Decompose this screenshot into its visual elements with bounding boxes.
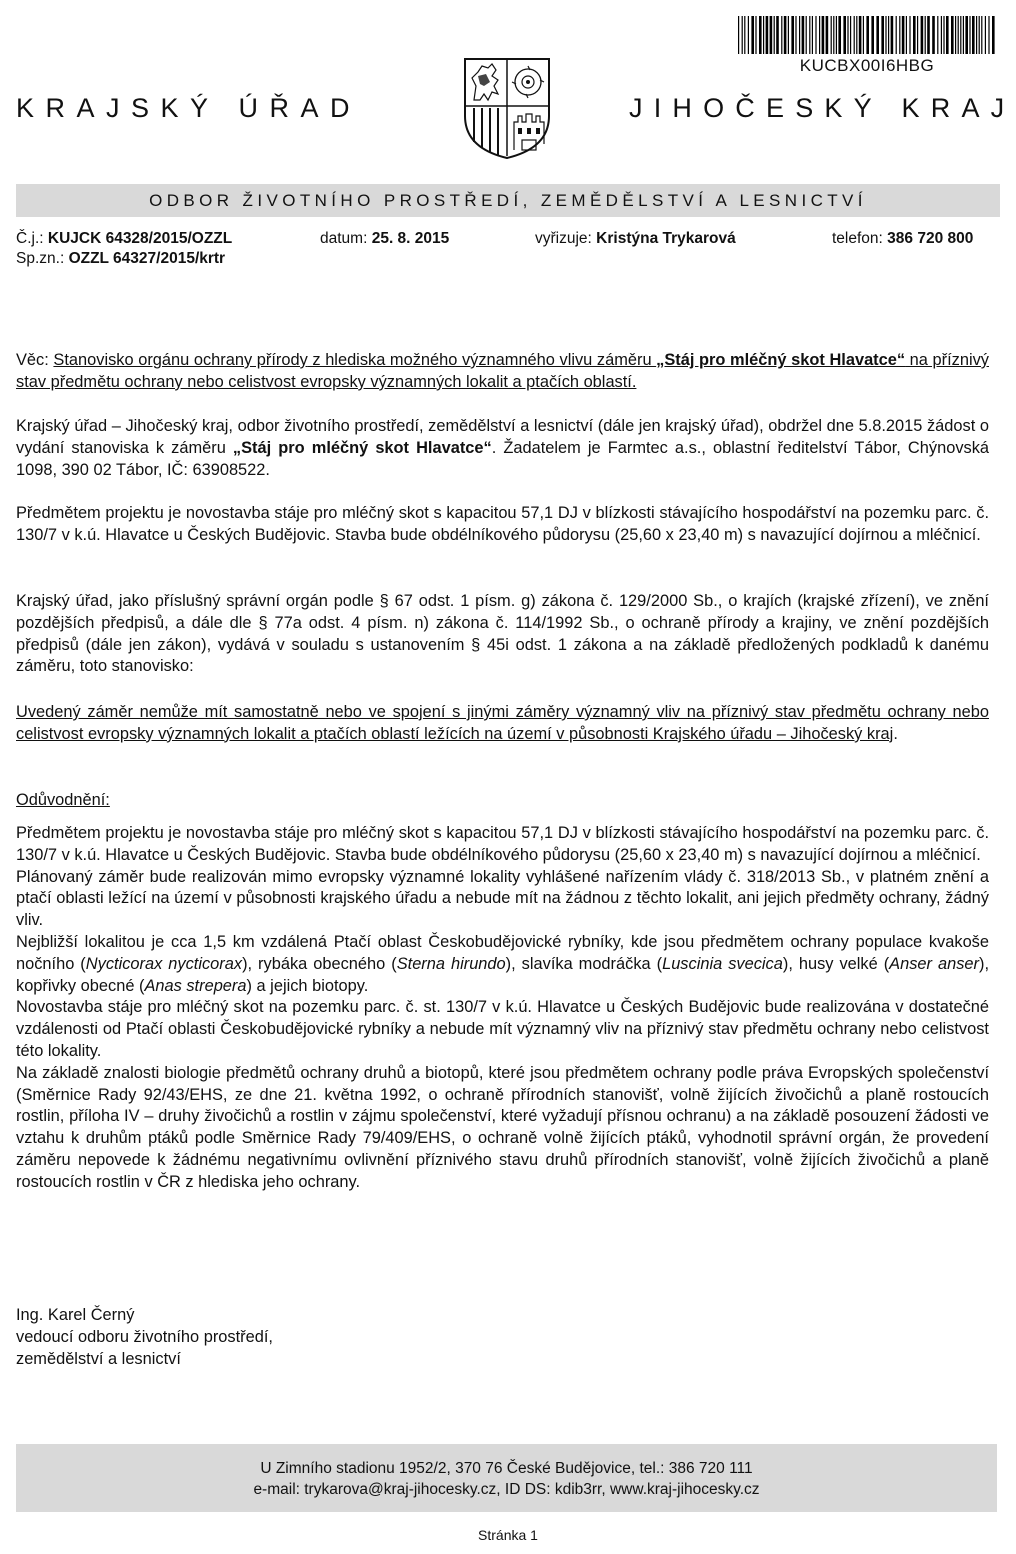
reason3-e: ), kopřivky obecné ( — [16, 954, 989, 995]
subject-part2: z hlediska možného významného vlivu záměru — [307, 351, 657, 369]
phone-label: telefon: — [832, 230, 883, 247]
paragraph-intro — [16, 416, 989, 481]
phone-value: 386 720 800 — [887, 230, 974, 247]
file-label: Sp.zn.: — [16, 250, 65, 267]
decision-end: . — [893, 724, 898, 743]
para2-text: Předmětem projektu je novostavba stáje pro mléčný skot s kapacitou 57,1 DJ v blízkosti stávajícího hospodářství na pozemku parc. č. 130/7 v k.ú. Hlavatce u Českých Budějovic. Stavba bude obdélníkového půdorysu (25,60 x 23,40 m) s navazující dojírnou a mléčnicí. — [16, 504, 989, 544]
reference-label: Č.j.: — [16, 230, 44, 247]
reason1-text: Předmětem projektu je novostavba stáje pro mléčný skot s kapacitou 57,1 DJ v blízkosti stávajícího hospodářství na pozemku parc. č. 130/7 v k.ú. Hlavatce u Českých Budějovic. Stavba bude obdélníkového půdorysu (25,60 x 23,40 m) s navazující dojírnou a mléčnicí. — [16, 824, 989, 864]
para1-text-a: Krajský úřad – Jihočeský kraj, odbor životního prostředí, zemědělství a lesnictví (dále jen krajský úřad), obdržel dne 5.8.2015 žádost o vydání stanoviska k záměru — [16, 417, 989, 457]
handler-label: vyřizuje: — [535, 230, 592, 247]
file-value: OZZL 64327/2015/krtr — [68, 250, 226, 267]
signatory-role-1: vedoucí odboru životního prostředí, — [16, 1328, 273, 1346]
footer-contact — [16, 1444, 997, 1512]
footer-address: U Zimního stadionu 1952/2, 370 76 České Budějovice, tel.: 386 720 111 — [260, 1460, 753, 1477]
barcode — [738, 16, 996, 54]
reasoning-heading — [16, 790, 989, 812]
date-label: datum: — [320, 230, 368, 247]
barcode-code: KUCBX00I6HBG — [799, 56, 935, 75]
species-luscinia: Luscinia svecica — [662, 954, 783, 973]
reasoning — [16, 823, 989, 1194]
signature-block — [16, 1304, 273, 1370]
page-number: Stránka 1 — [478, 1527, 538, 1543]
species-anas: Anas strepera — [144, 976, 247, 995]
footer-email: e-mail: trykarova@kraj-jihocesky.cz, ID DS: kdib3rr, www.kraj-jihocesky.cz — [253, 1481, 760, 1498]
reason3-d: ), husy velké ( — [782, 954, 890, 973]
document-date — [320, 230, 449, 248]
para1-text-b: . Žadatelem je Farmtec a.s., oblastní ředitelství Tábor, Chýnovská 1098, 390 02 Tábor, IČ: 63908522. — [16, 438, 990, 479]
reasoning-label: Odůvodnění: — [16, 791, 110, 809]
reason3-c: ), slavíka modráčka ( — [505, 954, 663, 973]
reason4-text: Novostavba stáje pro mléčný skot na pozemku parc. č. st. 130/7 v k.ú. Hlavatce u Českých Budějovic bude realizována v dostatečné vzdálenosti od Ptačí oblasti Českobudějovické rybníky a nebude mít významný vliv na příznivý stav předmětu ochrany nebo celistvost této lokality. — [16, 998, 989, 1060]
header-right-title: JIHOČESKÝ KRAJ — [629, 93, 1016, 123]
reason3-a: Nejbližší lokalitou je cca 1,5 km vzdálená Ptačí oblast Českobudějovické rybníky, kde jsou předmětem ochrany populace kvakoše nočního ( — [16, 932, 989, 973]
header-left-title: KRAJSKÝ ÚŘAD — [16, 93, 362, 123]
subject-project-name: „Stáj pro mléčný skot Hlavatce“ — [656, 351, 906, 369]
coat-of-arms-icon — [462, 56, 552, 160]
para1-project-name: „Stáj pro mléčný skot Hlavatce“ — [232, 438, 492, 457]
reference-number — [16, 230, 232, 248]
signatory-role-2: zemědělství a lesnictví — [16, 1350, 181, 1368]
subject — [16, 350, 989, 394]
date-value: 25. 8. 2015 — [371, 230, 450, 247]
paragraph-authority — [16, 591, 989, 678]
reason3-b: ), rybáka obecného ( — [242, 954, 397, 973]
handler — [535, 230, 736, 248]
decision — [16, 702, 989, 746]
reference-value: KUJCK 64328/2015/OZZL — [47, 230, 233, 247]
signatory-name: Ing. Karel Černý — [16, 1306, 135, 1324]
handler-value: Kristýna Trykarová — [596, 230, 736, 247]
decision-text: Uvedený záměr nemůže mít samostatně nebo ve spojení s jinými záměry významný vliv na příznivý stav předmětu ochrany nebo celistvost evropsky významných lokalit a ptačích oblastí ležících na území v působnosti Krajského úřadu – Jihočeský kraj — [16, 703, 989, 743]
subject-label: Věc: — [16, 351, 49, 369]
reason3-f: ) a jejich biotopy. — [246, 976, 369, 995]
species-sterna: Sterna hirundo — [396, 954, 506, 973]
department-bar: ODBOR ŽIVOTNÍHO PROSTŘEDÍ, ZEMĚDĚLSTVÍ A LESNICTVÍ — [16, 184, 1000, 217]
subject-part3: na příznivý stav předmětu ochrany nebo celistvost evropsky významných lokalit a ptačích oblastí. — [16, 351, 989, 391]
species-anser: Anser anser — [889, 954, 979, 973]
paragraph-project — [16, 503, 989, 547]
para3-text: Krajský úřad, jako příslušný správní orgán podle § 67 odst. 1 písm. g) zákona č. 129/2000 Sb., o krajích (krajské zřízení), ve znění pozdějších předpisů, a dále dle § 77a odst. 4 písm. n) zákona č. 114/1992 Sb., o ochraně přírody a krajiny, ve znění pozdějších předpisů (dále jen zákon), vydává v souladu s ustanovením § 45i odst. 1 zákona a na základě předložených podkladů k danému záměru, toto stanovisko: — [16, 592, 989, 676]
file-number — [16, 250, 225, 268]
reason5-text: Na základě znalosti biologie předmětů ochrany druhů a biotopů, které jsou předmětem ochrany podle práva Evropských společenství (Směrnice Rady 92/43/EHS, ze dne 21. května 1992, o ochraně přírodních stanovišť, volně žijících živočichů a planě rostoucích rostlin, příloha IV – druhy živočichů a rostlin v zájmu společenství, které vyžadují přísnou ochranu) a na základě posouzení žádosti ve vztahu k druhům ptáků podle Směrnice Rady 79/409/EHS, o ochraně volně žijících ptáků, vyhodnotil správní orgán, že provedení záměru nepovede k žádnému negativnímu ovlivnění příznivého stavu druhů přírodních stanovišť, volně žijících živočichů a planě rostoucích rostlin v ČR z hlediska jeho ochrany. — [16, 1063, 989, 1191]
reason2-text: Plánovaný záměr bude realizován mimo evropsky významné lokality vyhlášené nařízením vlády č. 318/2013 Sb., v platném znění a ptačí oblasti ležící na území v působnosti krajského úřadu a nebude mít na žádnou z těchto lokalit, ani jejich předměty ochrany, žádný vliv. — [16, 867, 989, 930]
phone — [832, 230, 973, 248]
subject-part1: Stanovisko orgánu ochrany přírody — [53, 351, 308, 369]
species-nycticorax: Nycticorax nycticorax — [85, 954, 243, 973]
reason3-text — [16, 932, 989, 997]
